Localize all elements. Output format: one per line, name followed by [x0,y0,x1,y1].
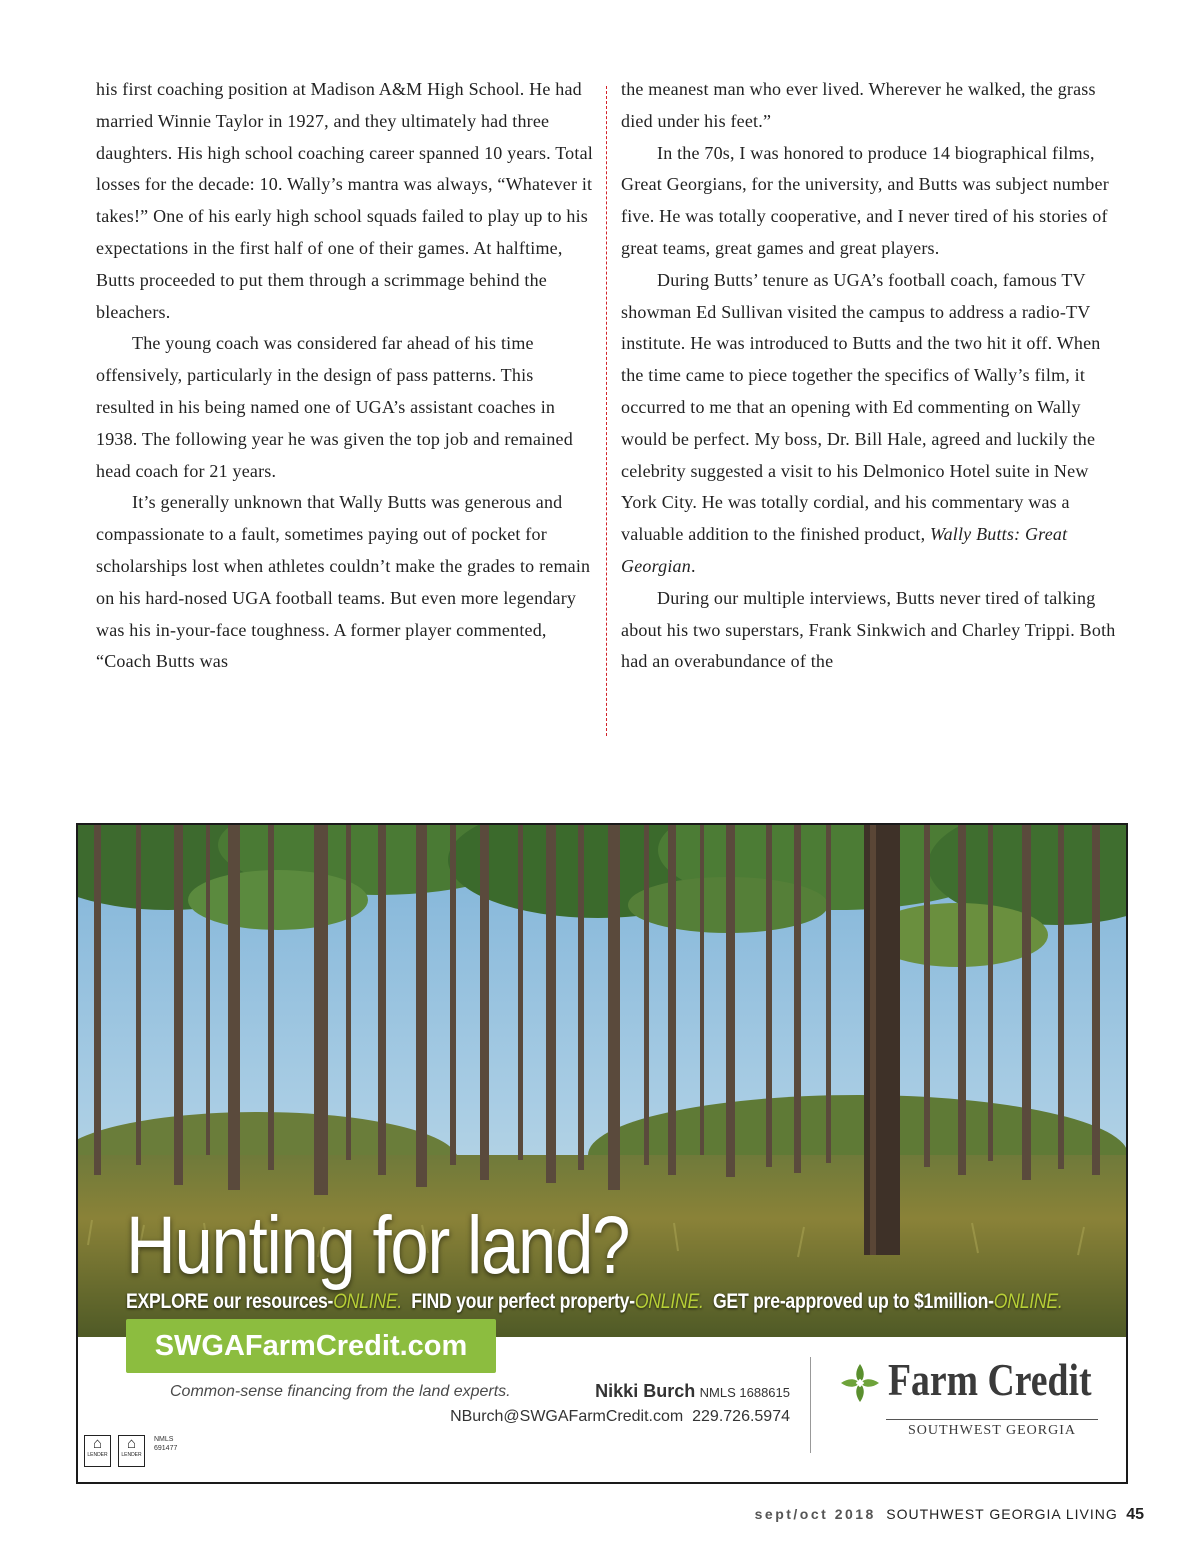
loan-officer-contact [450,1381,790,1426]
paragraph: The young coach was considered far ahead of his time offensively, particularly in the design of pass patterns. This resulted in his being named one of UGA’s assistant coaches in 1938. The following year he was given the top job and remained head coach for 21 years. [96,333,573,481]
contact-name: Nikki Burch [595,1381,696,1401]
page-footer [755,1506,1144,1524]
tagline-get: GET pre-approved up to $1million-ONLINE. [712,1290,1063,1313]
issue-date: sept/oct 2018 [754,1506,876,1522]
paragraph: his first coaching position at Madison A&M High School. He had married Winnie Taylor in 1927, and they ultimately had three daughters. His high school coaching career spanned 10 years. Total losses for the decade: 10. Wally’s mantra was always, “Whatever it takes!” One of his early high school squads failed to play up to his expectations in the first half of one of their games. At halftime, Butts proceeded to put them through a scrimmage behind the bleachers. [96,79,593,322]
tagline-explore: EXPLORE our resources-ONLINE. [126,1290,403,1313]
brand-name: Farm Credit [888,1354,1092,1405]
website-link[interactable]: SWGAFarmCredit.com [126,1319,496,1373]
equal-housing-lender-icon: ⌂ LENDER [118,1435,145,1467]
farm-credit-leaf-icon [838,1361,882,1405]
paragraph-text: During Butts’ tenure as UGA’s football coach, famous TV showman Ed Sullivan visited the campus to address a radio-TV institute. He was introduced to Butts and the two hit it off. When the time came to piece together the specifics of Wally’s film, it occurred to me that an opening with Ed commenting on Wally would be perfect. My boss, Dr. Bill Hale, agreed and luckily the celebrity suggested a visit to his Delmonico Hotel suite in New York City. He was totally cordial, and his commentary was a valuable addition to the finished product, [621,269,1101,545]
paragraph: In the 70s, I was honored to produce 14 biographical films, Great Georgians, for the university, and Butts was subject number five. He was totally cooperative, and I never tired of his stories of great teams, great games and great players. [621,142,1109,258]
farm-credit-advertisement [76,823,1128,1484]
paragraph: the meanest man who ever lived. Wherever he walked, the grass died under his feet.” [621,79,1096,131]
ad-slogan: Common-sense financing from the land experts. [170,1383,511,1400]
paragraph: It’s generally unknown that Wally Butts was generous and compassionate to a fault, sometimes paying out of pocket for scholarships lost when athletes couldn’t make the grades to remain on his hard-nosed UGA football teams. But even more legendary was his in-your-face toughness. A former player commented, “Coach Butts was [96,492,591,672]
ad-tagline [126,1290,1063,1314]
brand-region: SOUTHWEST GEORGIA [907,1423,1076,1438]
logo-rule [886,1419,1098,1420]
contact-divider [810,1357,811,1453]
farm-credit-logo [838,1354,1098,1451]
contact-nmls: NMLS 1688615 [699,1385,790,1400]
column-divider [606,86,607,736]
contact-phone[interactable]: 229.726.5974 [692,1408,790,1425]
equal-housing-lender-icon: ⌂ LENDER [84,1435,111,1467]
article-column-right [621,74,1121,678]
article-column-left [96,74,596,678]
equal-housing-badges [84,1435,177,1467]
page-number: 45 [1126,1506,1144,1523]
film-title: Wally Butts: Great Georgian [621,524,1068,576]
ad-footer-band [78,1330,1126,1482]
paragraph: During our multiple interviews, Butts never tired of talking about his two superstars, Frank Sinkwich and Charley Trippi. Both had an overabundance of the [621,587,1116,672]
company-nmls: NMLS 691477 [154,1436,178,1452]
magazine-name: SOUTHWEST GEORGIA LIVING [886,1506,1118,1522]
contact-email[interactable]: NBurch@SWGAFarmCredit.com [450,1408,684,1425]
tagline-find: FIND your perfect property-ONLINE. [411,1290,704,1313]
paragraph [621,265,1121,583]
ad-headline: Hunting for land? [126,1200,630,1291]
paragraph-end: . [690,555,696,576]
